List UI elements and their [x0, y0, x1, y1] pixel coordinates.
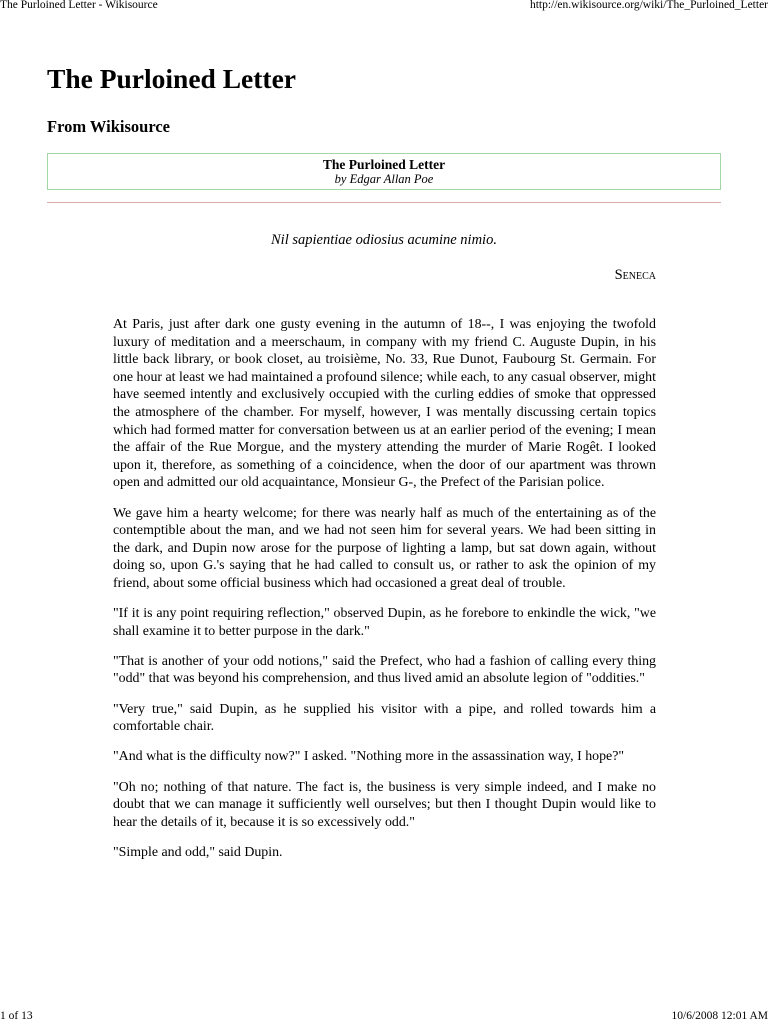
paragraph-6: "And what is the difficulty now?" I asked. "Nothing more in the assassination way, I hope?" [113, 749, 625, 765]
paragraph-1: At Paris, just after dark one gusty evening in the autumn of 18--, I was enjoying the twofold luxury of meditation and a meerschaum, in company with my friend C. Auguste Dupin, in his little back library, or book closet, au troisième, No. 33, Rue Dunot, Faubourg St. Germain. For one hour at least we had maintained a profound silence; while each, to any casual observer, might have seemed intently and exclusively occupied with the curling eddies of smoke that oppressed the atmosphere of the chamber. For myself, however, I was mentally discussing certain topics which had formed matter for conversation between us at an earlier period of the evening; I mean the affair of the Rue Morgue, and the mystery attending the murder of Marie Rogêt. I looked upon it, therefore, as something of a coincidence, when the door of our apartment was thrown open and admitted our old acquaintance, Monsieur G-, the Prefect of the Parisian police. [113, 317, 656, 491]
print-datetime: 10/6/2008 12:01 AM [671, 1010, 768, 1022]
paragraph-3: "If it is any point requiring reflection," observed Dupin, as he forebore to enkindle the wick, "we shall examine it to better purpose in the dark." [113, 606, 656, 639]
paragraph-4: "That is another of your odd notions," said the Prefect, who had a fashion of calling every thing "odd" that was beyond his comprehension, and thus lived amid an absolute legion of "oddities." [113, 653, 656, 687]
paragraph-5: "Very true," said Dupin, as he supplied his visitor with a pipe, and rolled towards him a comfortable chair. [113, 701, 656, 735]
epigraph-attribution: Seneca [614, 267, 656, 283]
work-author-link[interactable]: by Edgar Allan Poe [334, 172, 434, 186]
print-footer [0, 1009, 768, 1023]
epigraph: Nil sapientiae odiosius acumine nimio. [271, 232, 497, 248]
paragraph-2: We gave him a hearty welcome; for there was nearly half as much of the entertaining as of the contemptible about the man, and we had not seen him for several years. We had been sitting in the dark, and Dupin now arose for the purpose of lighting a lamp, but sat down again, without doing so, upon G.'s saying that he had called to consult us, or rather to ask the opinion of my friend, about some official business which had occasioned a great deal of trouble. [113, 505, 656, 591]
paragraph-8: "Simple and odd," said Dupin. [113, 845, 283, 860]
header-divider [47, 202, 721, 203]
print-header [0, 0, 768, 12]
story-body [113, 316, 656, 874]
page-subtitle: From Wikisource [47, 117, 170, 136]
work-header-box [47, 153, 721, 190]
print-header-title: The Purloined Letter - Wikisource [0, 0, 158, 11]
paragraph-7: "Oh no; nothing of that nature. The fact is, the business is very simple indeed, and I make no doubt that we can manage it sufficiently well ourselves; but then I thought Dupin would like to hear the details of it, because it is so excessively odd." [113, 779, 656, 830]
work-title: The Purloined Letter [322, 157, 446, 172]
page-title: The Purloined Letter [47, 63, 296, 94]
print-header-url: http://en.wikisource.org/wiki/The_Purloined_Letter [529, 0, 768, 11]
page-indicator: 1 of 13 [0, 1010, 33, 1022]
